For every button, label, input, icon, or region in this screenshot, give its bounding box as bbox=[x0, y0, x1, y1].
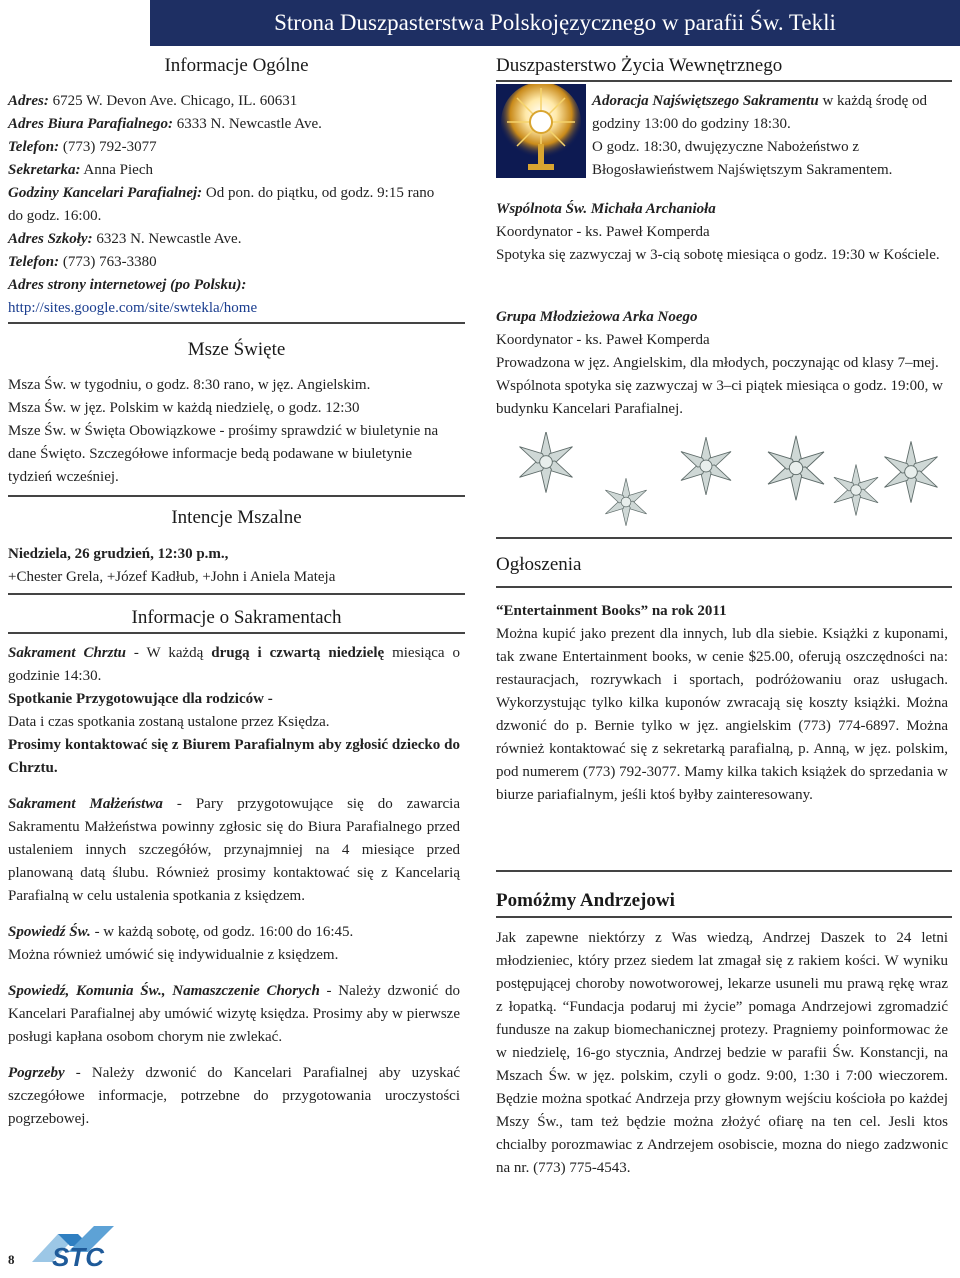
help-heading: Pomóżmy Andrzejowi bbox=[496, 890, 675, 911]
youth-text: Prowadzona w jęz. Angielskim, dla młodych, poczynając od klasy 7–mej. Wspólnota spotyka się zazwyczaj w 3–ci piątek miesiąca o godz. 19:00, w budynku Kancelari Parafialnej. bbox=[496, 355, 943, 417]
divider bbox=[8, 322, 465, 324]
snowflakes-decoration bbox=[506, 432, 946, 532]
masses-heading: Msze Święte bbox=[187, 339, 286, 360]
stc-logo-icon bbox=[28, 1222, 118, 1270]
divider bbox=[496, 80, 952, 82]
divider bbox=[496, 586, 952, 588]
secretary-line: Sekretarka: Anna Piech bbox=[8, 162, 153, 178]
divider bbox=[496, 916, 952, 918]
masses-list bbox=[8, 374, 448, 489]
baptism-meeting-label: Spotkanie Przygotowujące dla rodziców - bbox=[8, 691, 273, 707]
youth-block bbox=[496, 306, 948, 421]
intentions-heading: Intencje Mszalne bbox=[171, 507, 302, 528]
school-phone-line: Telefon: (773) 763-3380 bbox=[8, 254, 157, 270]
books-block bbox=[496, 600, 948, 807]
michael-coordinator: Koordynator - ks. Paweł Komperda bbox=[496, 224, 710, 240]
baptism-paragraph: Sakrament Chrztu - W każdą drugą i czwartą niedzielę miesiąca o godzinie 14:30. bbox=[8, 645, 460, 684]
office-phone-line: Telefon: (773) 792-3077 bbox=[8, 139, 157, 155]
youth-coordinator: Koordynator - ks. Paweł Komperda bbox=[496, 332, 710, 348]
address-line: Adres: 6725 W. Devon Ave. Chicago, IL. 60631 bbox=[8, 93, 298, 109]
books-heading: “Entertainment Books” na rok 2011 bbox=[496, 603, 727, 619]
school-address-line: Adres Szkoły: 6323 N. Newcastle Ave. bbox=[8, 231, 242, 247]
divider bbox=[496, 870, 952, 872]
info-list bbox=[8, 90, 448, 320]
marriage-paragraph: Sakrament Małżeństwa - Pary przygotowujące się do zawarcia Sakramentu Małżeństwa powinny zgłosic się do Biura Parafialnego przed ustaleniem innych szczegółów, przynajmniej na 4 miesiące przed planowaną datą ślubu. Również prosimy kontaktować się z Kancelarią Parafialną w celu ustalenia spotkania z księdzem. bbox=[8, 796, 460, 904]
mass-item: Msze Św. w Święta Obowiązkowe - prośimy sprawdzić w biuletynie na dane Święto. Szczegółowe informacje bedą podawane w biuletynie tydzień wcześniej. bbox=[8, 423, 439, 485]
michael-text: Spotyka się zazwyczaj w 3-cią sobotę miesiąca o godz. 19:30 w Kościele. bbox=[496, 247, 940, 263]
help-block bbox=[496, 927, 948, 1180]
divider bbox=[8, 593, 465, 595]
intentions-date: Niedziela, 26 grudzień, 12:30 p.m., bbox=[8, 546, 229, 562]
snowflake-icon bbox=[506, 432, 946, 532]
office-address-line: Adres Biura Parafialnego: 6333 N. Newcastle Ave. bbox=[8, 116, 322, 132]
divider bbox=[8, 495, 465, 497]
divider bbox=[496, 537, 952, 539]
intentions-names: +Chester Grela, +Józef Kadłub, +John i Aniela Mateja bbox=[8, 569, 336, 585]
info-heading: Informacje Ogólne bbox=[164, 55, 309, 76]
funeral-paragraph: Pogrzeby - Należy dzwonić do Kancelari Parafialnej aby uzyskać szczegółowe informacje, potrzebne do przygotowania uroczystości pogrzebowej. bbox=[8, 1065, 460, 1127]
sacraments-heading: Informacje o Sakramentach bbox=[131, 607, 342, 628]
baptism-meeting-text: Data i czas spotkania zostaną ustalone przez Księdza. bbox=[8, 714, 330, 730]
monstrance-icon bbox=[496, 84, 586, 178]
youth-heading: Grupa Młodzieżowa Arka Noego bbox=[496, 309, 698, 325]
sacraments-body bbox=[8, 642, 460, 1131]
page-number: 8 bbox=[8, 1252, 15, 1267]
logo-text: STC bbox=[52, 1242, 104, 1270]
website-label-line: Adres strony internetowej (po Polsku): bbox=[8, 277, 247, 293]
michael-heading: Wspólnota Św. Michała Archanioła bbox=[496, 201, 716, 217]
baptism-contact: Prosimy kontaktować się z Biurem Parafialnym aby zgłosić dziecko do Chrztu. bbox=[8, 737, 460, 776]
spiritual-heading: Duszpasterstwo Życia Wewnętrznego bbox=[496, 55, 783, 76]
books-text: Można kupić jako prezent dla innych, lub dla siebie. Książki z kuponami, tak zwane Entertainment books, w cenie $25.00, oferują oszczędności na: restauracjach, rozrywkach i sportach, podróżowaniu oraz usługach. Wykorzystując tylko kilka kuponów zwracają się koszty książki. Można dzwonić do p. Bernie tylko w jęz. angielskim (773) 774-6897. Można również kontaktować się z sekretarką parafialną, p. Anną, w jęz. polskim, pod numerem (773) 792-3077. Mamy kilka takich książek do sprzedania w biurze pariafialnym, jeśli ktoś byłby zainteresowany. bbox=[496, 626, 948, 803]
adoration-block: Adoracja Najświętszego Sakramentu w każdą środę od godziny 13:00 do godziny 18:30. O godz. 18:30, dwujęzyczne Nabożeństwo z Błogosławieństwem Najświętszym Sakramentem. bbox=[592, 93, 927, 178]
intentions-block bbox=[8, 543, 448, 589]
mass-item: Msza Św. w jęz. Polskim w każdą niedzielę, o godz. 12:30 bbox=[8, 400, 360, 416]
office-hours-line: Godziny Kancelari Parafialnej: Od pon. do piątku, od godz. 9:15 rano do godz. 16:00. bbox=[8, 185, 435, 224]
help-text: Jak zapewne niektórzy z Was wiedzą, Andrzej Daszek to 24 letni młodzieniec, który przez siedem lat zmagał się z rakiem kości. W wyniku postępującej choroby nowotworowej, lekarze usuneli mu prawą rękę wraz z łopatką. “Fundacja podaruj mi życie” pomaga Andrzejowi zgromadzić fundusze na zakup biomechanicznej protezy. Pragniemy poinformowac że w niedzielę, 16-go stycznia, Andrzej bedzie w parafii Św. Konstancji, na Mszach Św. w jęz. polskim, czyli o godz. 9:00, 1:30 i 7:00 wieczorem. Będzie można spotkać Andrzeja przy głownym wejściu kościoła po każdej Mszy Św., tam też będzie można złożyć ofiarę na ten cel. Jesli ktos chcialby porozmawiac z Andrzejem osobiscie, mozna do niego zadzwonic na nr. (773) 775-4543. bbox=[496, 930, 948, 1176]
monstrance-image bbox=[496, 84, 586, 178]
mass-item: Msza Św. w tygodniu, o godz. 8:30 rano, w jęz. Angielskim. bbox=[8, 377, 371, 393]
confession-note: Można również umówić się indywidualnie z księdzem. bbox=[8, 947, 339, 963]
confession-paragraph: Spowiedź Św. - w każdą sobotę, od godz. 16:00 do 16:45. bbox=[8, 924, 354, 940]
parish-logo bbox=[28, 1222, 118, 1270]
sick-paragraph: Spowiedź, Komunia Św., Namaszczenie Chorych - Należy dzwonić do Kancelari Parafialnej aby umówić wizytę księdza. Prosimy aby w pierwsze posługi kapłana osobom chorym nie zwlekać. bbox=[8, 983, 460, 1045]
michael-block bbox=[496, 198, 948, 267]
page-banner: Strona Duszpasterstwa Polskojęzycznego w parafii Św. Tekli bbox=[150, 0, 960, 46]
website-link[interactable]: http://sites.google.com/site/swtekla/home bbox=[8, 300, 258, 316]
divider bbox=[8, 632, 465, 634]
announcements-heading: Ogłoszenia bbox=[496, 554, 582, 575]
